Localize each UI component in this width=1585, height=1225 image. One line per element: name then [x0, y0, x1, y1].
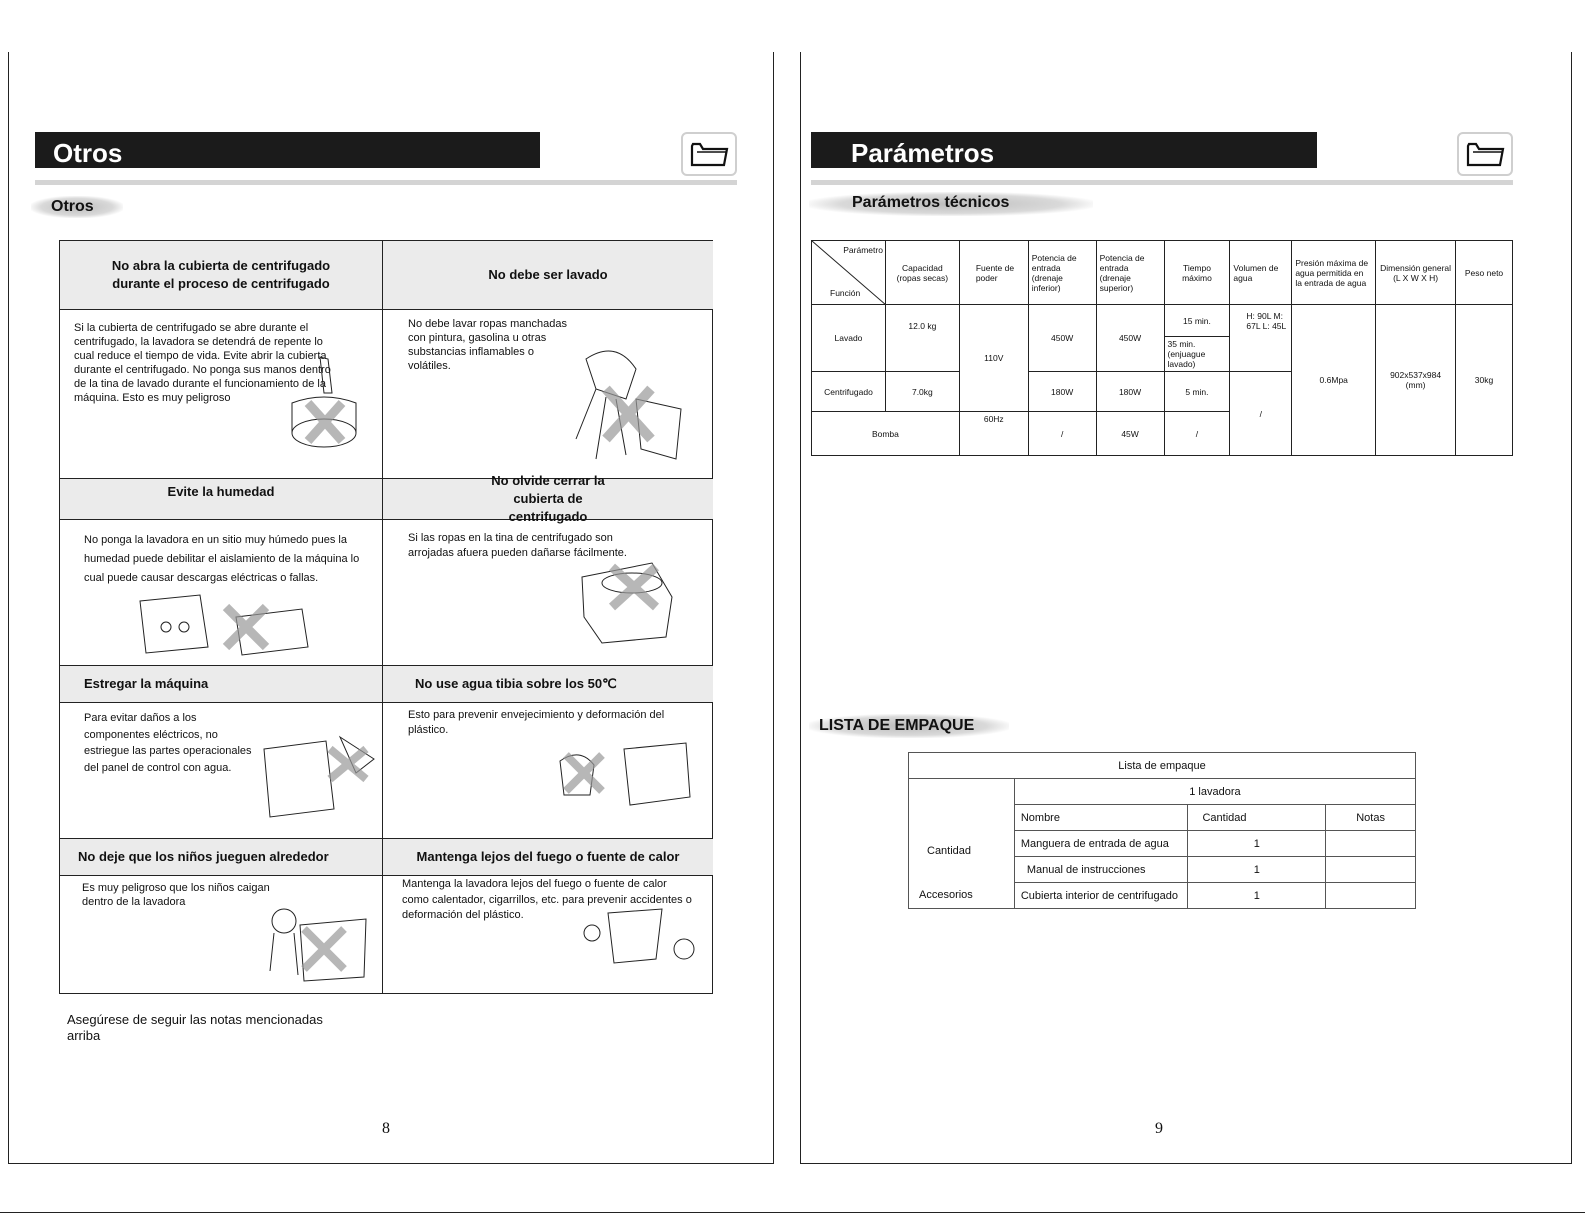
warning-title: No olvide cerrar la cubierta de centrifugado	[383, 478, 713, 520]
item-qty: 1	[1188, 857, 1326, 883]
washing-machine-illustration	[572, 893, 700, 969]
warning-title: No deje que los niños jueguen alrededor	[60, 838, 382, 876]
footnote: Asegúrese de seguir las notas mencionadas arriba	[67, 1012, 323, 1043]
washing-machine-illustration	[256, 729, 382, 829]
grid-divider	[382, 241, 383, 993]
value-cell: 7.0kg	[885, 372, 959, 412]
washing-machine-illustration	[556, 339, 686, 469]
value-cell: 5 min.	[1164, 372, 1230, 412]
column-header: Nombre	[1014, 805, 1188, 831]
left-banner-title: Otros	[35, 132, 540, 168]
column-header: Cantidad	[1188, 805, 1326, 831]
header-cell: Peso neto	[1456, 241, 1513, 305]
warning-body: Si la cubierta de centrifugado se abre durante el centrifugado, la lavadora se detendrá de repente lo cual reduce el tiempo de vida. Evite abrir la cubierta durante el centrifugado. No ponga sus manos dentro de la tina de lavado durante el funcionamiento de la máquina. Esto es muy peligroso	[74, 322, 331, 404]
header-cell: Presión máxima de agua permitida en la entrada de agua	[1292, 241, 1376, 305]
page-number: 9	[1155, 1120, 1163, 1137]
value-cell: 0.6Mpa	[1292, 305, 1376, 456]
value-cell: 450W	[1096, 305, 1164, 372]
warning-body: Para evitar daños a los componentes eléctricos, no estriegue las partes operacionales del panel de control con agua.	[84, 712, 252, 774]
folder-icon	[681, 132, 737, 176]
warning-title: Evite la humedad	[60, 478, 382, 520]
parameters-table	[811, 240, 1513, 456]
row-label: Bomba	[812, 412, 960, 456]
value-cell: 15 min.	[1164, 305, 1230, 337]
header-cell: Fuente de poder	[959, 241, 1028, 305]
washing-machine-illustration	[572, 557, 682, 649]
corner-top-label: Parámetro	[843, 245, 883, 255]
warning-title: Estregar la máquina	[60, 665, 382, 703]
warnings-grid	[59, 240, 713, 994]
warning-body: No debe lavar ropas manchadas con pintura, gasolina u otras substancias inflamables o volátiles.	[408, 318, 567, 372]
bottom-rule	[0, 1212, 1585, 1213]
value-cell: /	[1164, 412, 1230, 456]
header-rule	[35, 180, 737, 185]
right-banner-title: Parámetros	[811, 132, 1317, 168]
warning-body: Mantenga la lavadora lejos del fuego o fuente de calor como calentador, cigarrillos, etc. para prevenir accidentes o deformación del plástico.	[402, 878, 692, 921]
section-label: Parámetros técnicos	[809, 192, 1093, 216]
value-cell: 180W	[1096, 372, 1164, 412]
value-cell: 60Hz	[959, 412, 1028, 456]
header-cell: Dimensión general (L X W X H)	[1376, 241, 1456, 305]
packing-product: 1 lavadora	[1014, 779, 1415, 805]
value-cell: /	[1230, 372, 1292, 456]
warning-body: Esto para prevenir envejecimiento y deformación del plástico.	[408, 709, 665, 736]
corner-cell	[812, 241, 886, 305]
corner-bottom-label: Función	[830, 288, 861, 298]
item-name: Cubierta interior de centrifugado	[1014, 883, 1188, 909]
header-cell: Capacidad (ropas secas)	[885, 241, 959, 305]
header-rule	[811, 180, 1513, 185]
washing-machine-illustration	[254, 901, 372, 987]
value-cell: H: 90L M: 67L L: 45L	[1230, 305, 1292, 372]
column-header: Notas	[1326, 805, 1416, 831]
packing-title: Lista de empaque	[909, 753, 1416, 779]
washing-machine-illustration	[280, 353, 368, 463]
warning-title: No abra la cubierta de centrifugado durante el proceso de centrifugado	[60, 240, 382, 310]
header-cell: Potencia de entrada (drenaje inferior)	[1028, 241, 1096, 305]
accesorios-label: Accesorios	[909, 883, 1015, 909]
warning-body: No ponga la lavadora en un sitio muy húmedo pues la humedad puede debilitar el aislamiento de la máquina lo cual puede causar descargas eléctricas o fallas.	[84, 534, 360, 584]
warning-title: Mantenga lejos del fuego o fuente de calor	[383, 838, 713, 876]
right-page	[800, 52, 1572, 1164]
value-cell: 30kg	[1456, 305, 1513, 456]
value-cell: 110V	[959, 305, 1028, 412]
value-cell: 902x537x984 (mm)	[1376, 305, 1456, 456]
value-cell: 45W	[1096, 412, 1164, 456]
item-name: Manguera de entrada de agua	[1014, 831, 1188, 857]
packing-table	[908, 752, 1416, 909]
packing-label: LISTA DE EMPAQUE	[809, 714, 1009, 738]
item-qty: 1	[1188, 883, 1326, 909]
left-page	[8, 52, 774, 1164]
header-cell: Volumen de agua	[1230, 241, 1292, 305]
page-number: 8	[382, 1120, 390, 1137]
header-cell: Potencia de entrada (drenaje superior)	[1096, 241, 1164, 305]
warning-title: No use agua tibia sobre los 50℃	[383, 665, 713, 703]
cantidad-label: Cantidad	[909, 805, 1015, 857]
washing-machine-illustration	[550, 735, 696, 825]
value-cell: 180W	[1028, 372, 1096, 412]
item-qty: 1	[1188, 831, 1326, 857]
section-label: Otros	[31, 196, 123, 218]
value-cell: /	[1028, 412, 1096, 456]
value-cell: 35 min. (enjuague lavado)	[1164, 337, 1230, 372]
warning-title: No debe ser lavado	[383, 240, 713, 310]
folder-icon	[1457, 132, 1513, 176]
row-label: Centrifugado	[812, 372, 886, 412]
washing-machine-illustration	[126, 587, 316, 661]
warning-body: Si las ropas en la tina de centrifugado son arrojadas afuera pueden dañarse fácilmente.	[408, 532, 627, 559]
item-name: Manual de instrucciones	[1014, 857, 1188, 883]
warning-body: Es muy peligroso que los niños caigan dentro de la lavadora	[82, 882, 270, 908]
header-cell: Tiempo máximo	[1164, 241, 1230, 305]
value-cell: 12.0 kg	[885, 305, 959, 372]
value-cell: 450W	[1028, 305, 1096, 372]
row-label: Lavado	[812, 305, 886, 372]
